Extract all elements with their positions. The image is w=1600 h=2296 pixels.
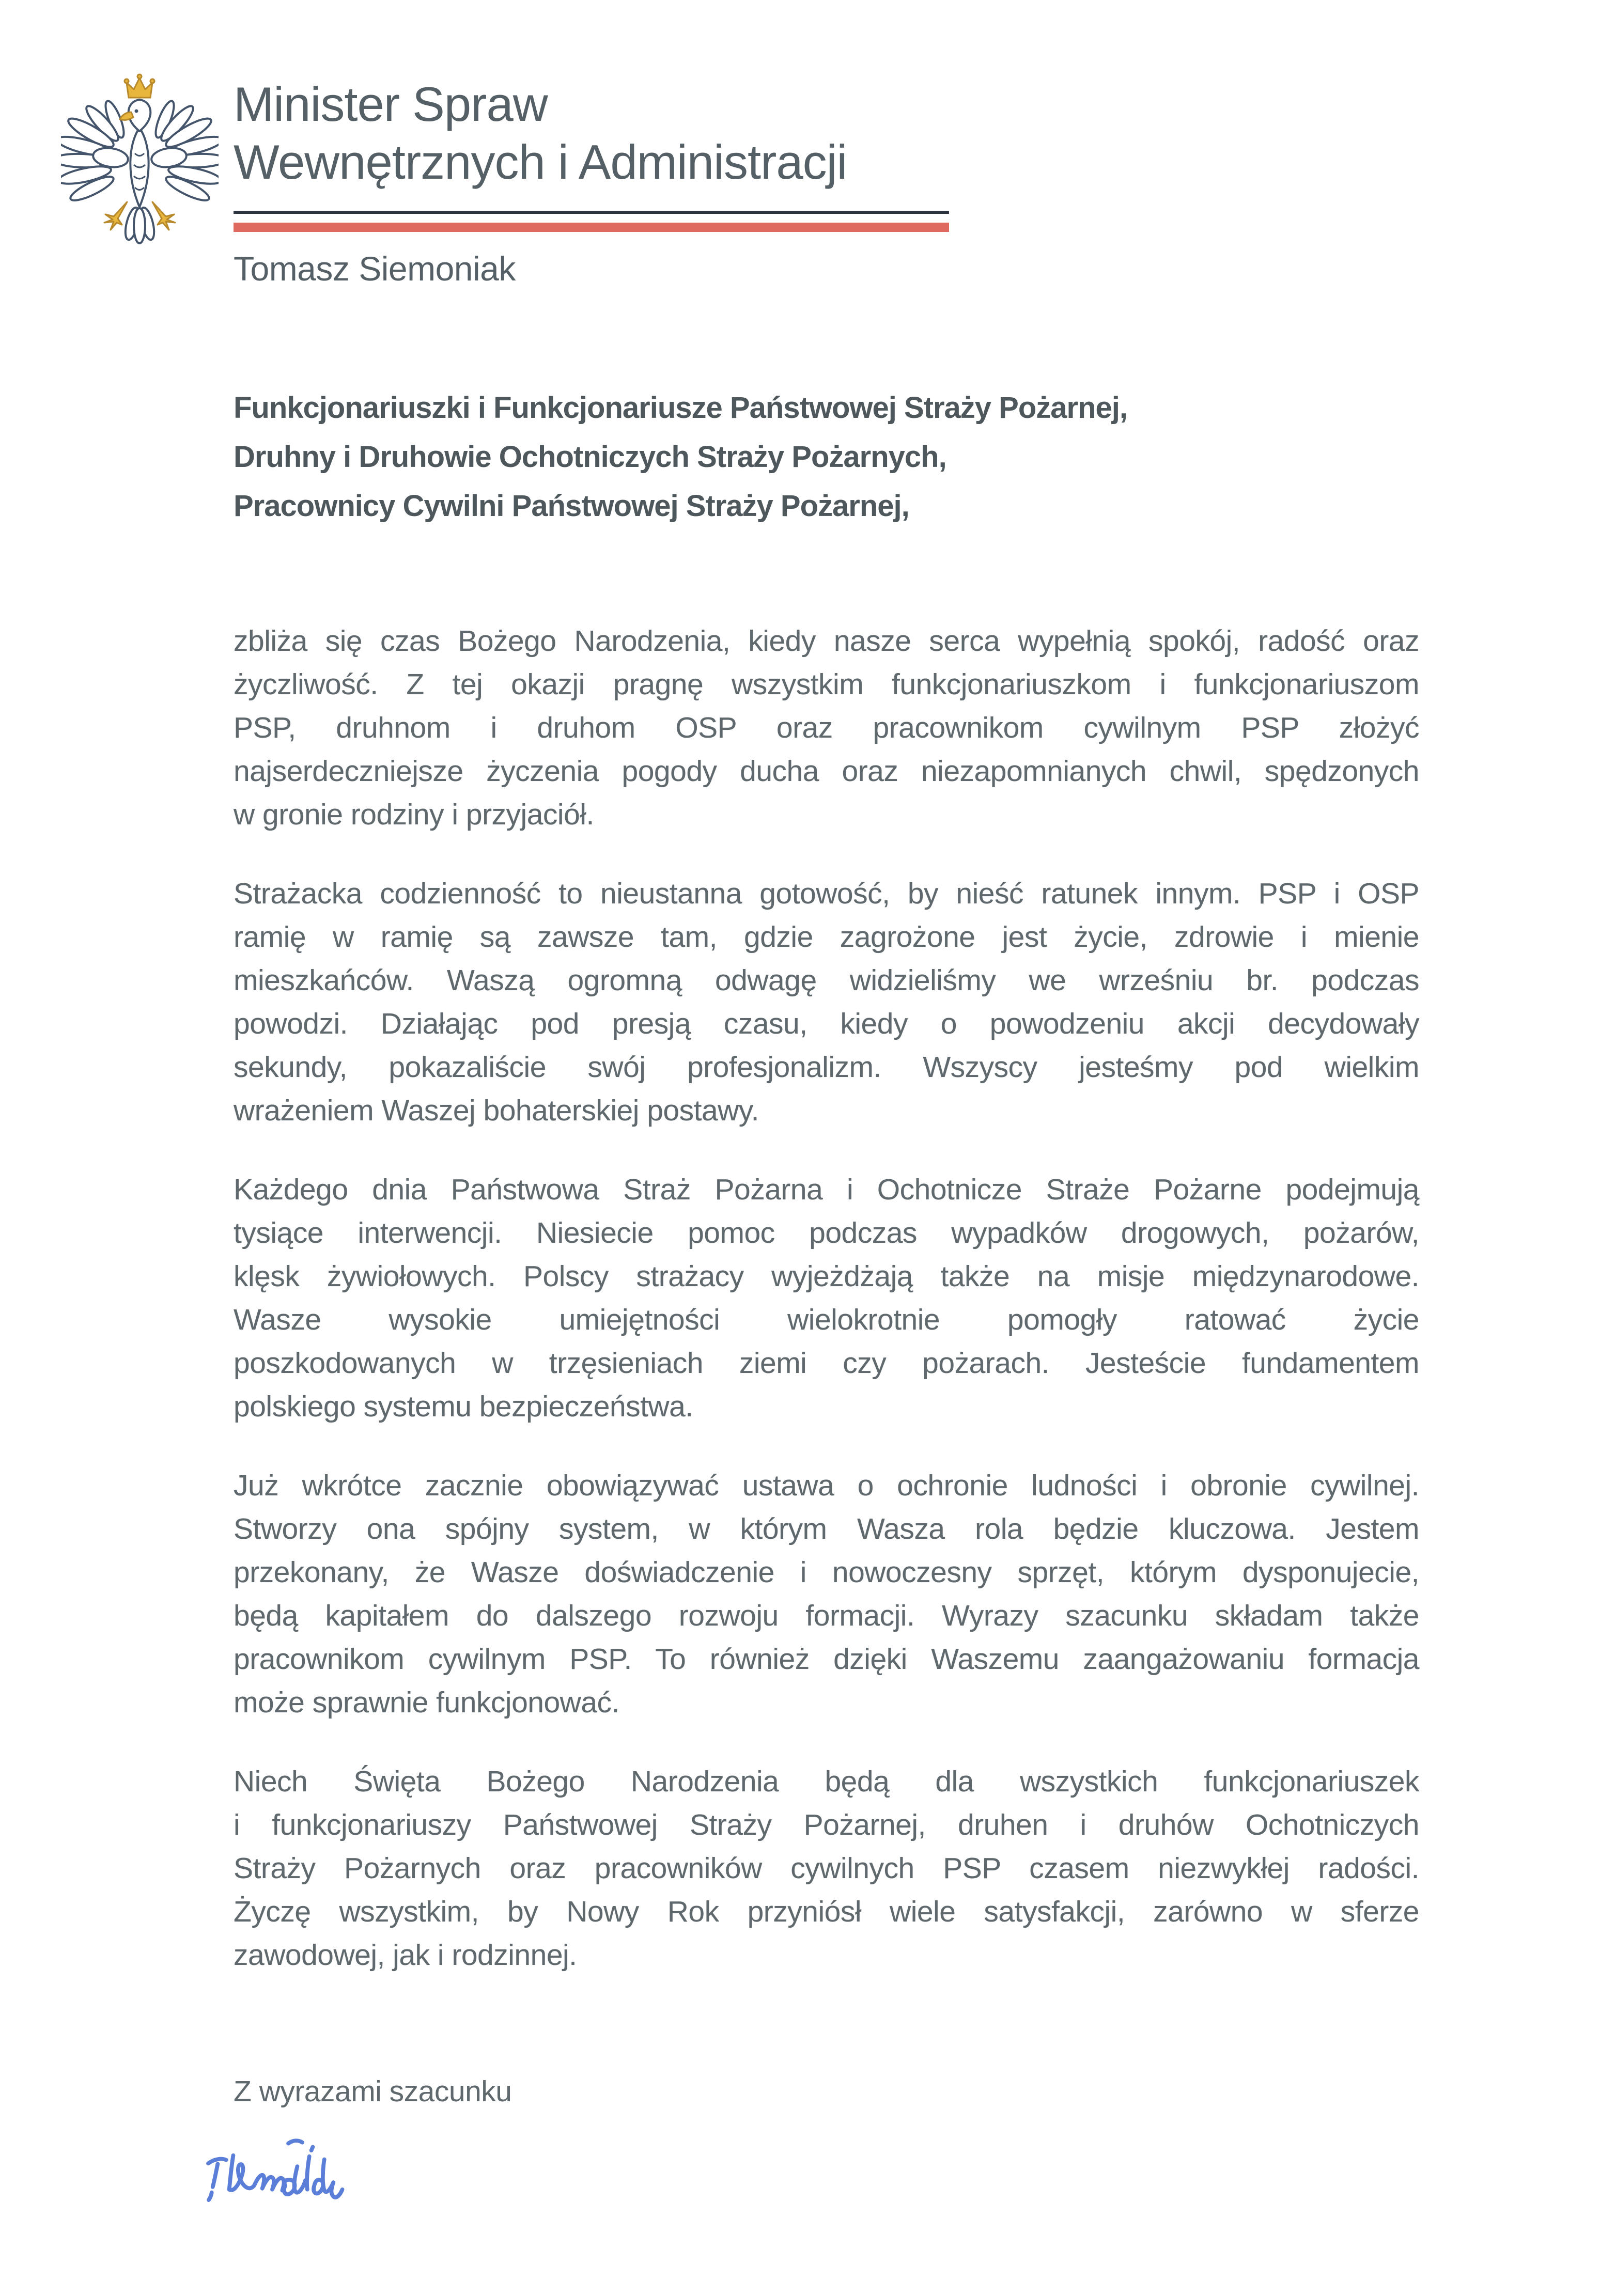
paragraph [234, 1464, 1419, 1724]
paragraph [234, 1760, 1419, 1977]
body-line: Strażacka codzienność to nieustanna gotowość, by nieść ratunek innym. PSP i OSP [234, 877, 1419, 910]
header-rule-red [234, 223, 949, 232]
body-line: wrażeniem Waszej bohaterskiej postawy. [234, 1094, 759, 1127]
body-line: przekonany, że Wasze doświadczenie i nowoczesny sprzęt, którym dysponujecie, [234, 1556, 1419, 1589]
body-line: tysiące interwencji. Niesiecie pomoc podczas wypadków drogowych, pożarów, [234, 1216, 1419, 1249]
paragraph [234, 1168, 1419, 1428]
body-line: w gronie rodziny i przyjaciół. [234, 798, 594, 831]
letter-body [234, 619, 1419, 2012]
body-line: Każdego dnia Państwowa Straż Pożarna i Ochotnicze Straże Pożarne podejmują [234, 1173, 1419, 1206]
salutation-line: Pracownicy Cywilni Państwowej Straży Pożarnej, [234, 489, 909, 523]
ministry-title-line2: Wewnętrznych i Administracji [234, 135, 847, 189]
body-line: poszkodowanych w trzęsieniach ziemi czy pożarach. Jesteście fundamentem [234, 1347, 1419, 1380]
body-line: PSP, druhnom i druhom OSP oraz pracownikom cywilnym PSP złożyć [234, 711, 1419, 744]
ministry-title [234, 75, 847, 191]
sender-name: Tomasz Siemoniak [234, 249, 516, 288]
body-line: Już wkrótce zacznie obowiązywać ustawa o ochronie ludności i obronie cywilnej. [234, 1469, 1419, 1502]
body-line: Niech Święta Bożego Narodzenia będą dla wszystkich funkcjonariuszek [234, 1765, 1419, 1798]
body-line: powodzi. Działając pod presją czasu, kiedy o powodzeniu akcji decydowały [234, 1007, 1419, 1040]
body-line: zbliża się czas Bożego Narodzenia, kiedy nasze serca wypełnią spokój, radość oraz [234, 624, 1419, 658]
body-line: polskiego systemu bezpieczeństwa. [234, 1390, 693, 1423]
body-line: ramię w ramię są zawsze tam, gdzie zagrożone jest życie, zdrowie i mienie [234, 920, 1419, 954]
salutation-line: Funkcjonariuszki i Funkcjonariusze Państwowej Straży Pożarnej, [234, 391, 1128, 425]
paragraph [234, 872, 1419, 1132]
body-line: klęsk żywiołowych. Polscy strażacy wyjeżdżają także na misje międzynarodowe. [234, 1260, 1419, 1293]
body-line: i funkcjonariuszy Państwowej Straży Pożarnej, druhen i druhów Ochotniczych [234, 1808, 1419, 1841]
header-rule-dark [234, 211, 949, 214]
body-line: może sprawnie funkcjonować. [234, 1686, 619, 1719]
body-line: będą kapitałem do dalszego rozwoju formacji. Wyrazy szacunku składam także [234, 1599, 1419, 1632]
ministry-title-line1: Minister Spraw [234, 77, 548, 131]
body-line: mieszkańców. Waszą ogromną odwagę widzieliśmy we wrześniu br. podczas [234, 964, 1419, 997]
body-line: życzliwość. Z tej okazji pragnę wszystkim funkcjonariuszkom i funkcjonariuszom [234, 668, 1419, 701]
body-line: najserdeczniejsze życzenia pogody ducha oraz niezapomnianych chwil, spędzonych [234, 755, 1419, 788]
body-line: Stworzy ona spójny system, w którym Wasza rola będzie kluczowa. Jestem [234, 1512, 1419, 1545]
salutation-line: Druhny i Druhowie Ochotniczych Straży Pożarnych, [234, 440, 946, 474]
polish-eagle-emblem-icon [61, 70, 219, 251]
body-line: Wasze wysokie umiejętności wielokrotnie pomogły ratować życie [234, 1303, 1419, 1336]
body-line: sekundy, pokazaliście swój profesjonalizm. Wszyscy jesteśmy pod wielkim [234, 1051, 1419, 1084]
signature-handwriting [199, 2137, 362, 2217]
body-line: Straży Pożarnych oraz pracowników cywilnych PSP czasem niezwykłej radości. [234, 1852, 1419, 1885]
body-line: pracownikom cywilnym PSP. To również dzięki Waszemu zaangażowaniu formacja [234, 1643, 1419, 1676]
body-line: zawodowej, jak i rodzinnej. [234, 1939, 577, 1972]
closing-phrase: Z wyrazami szacunku [234, 2075, 512, 2108]
salutation [234, 383, 1127, 530]
paragraph [234, 619, 1419, 836]
body-line: Życzę wszystkim, by Nowy Rok przyniósł wiele satysfakcji, zarówno w sferze [234, 1895, 1419, 1928]
